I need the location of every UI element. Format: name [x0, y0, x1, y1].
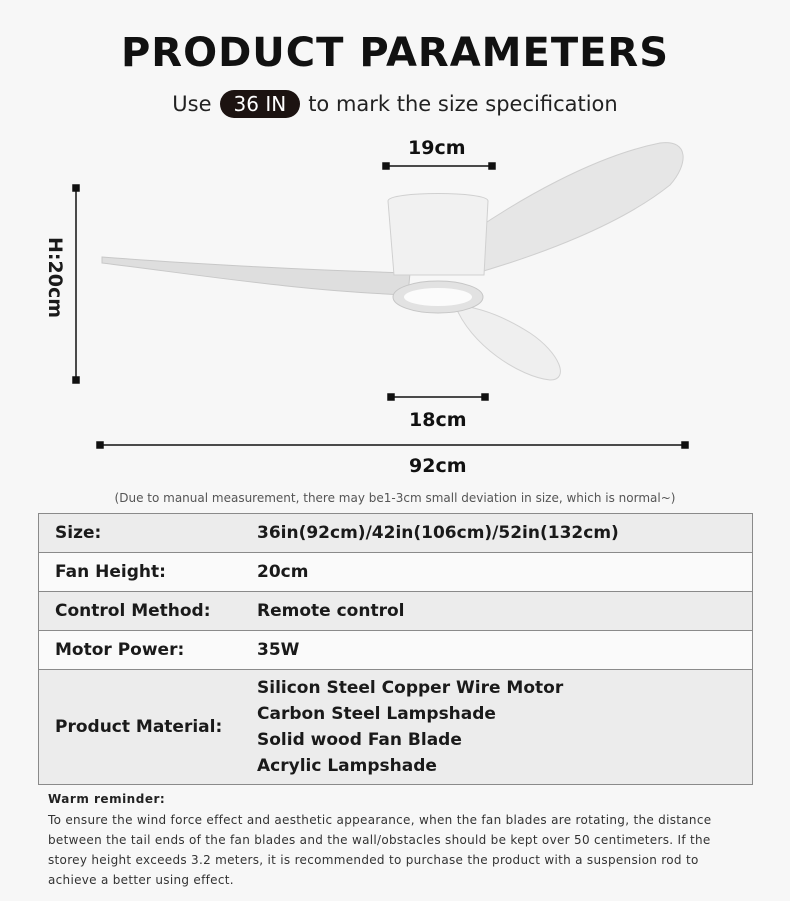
fan-dimension-diagram: [0, 125, 790, 485]
subtitle: [0, 90, 790, 118]
param-value: [241, 670, 753, 785]
bottom-width-label: 18cm: [409, 409, 467, 431]
subtitle-prefix: Use: [172, 92, 212, 116]
height-label: H:20cm: [44, 237, 66, 319]
span-label: 92cm: [409, 455, 467, 477]
param-label: Size:: [39, 514, 242, 553]
fan-illustration: [0, 125, 790, 485]
material-item: Silicon Steel Copper Wire Motor: [257, 678, 564, 698]
param-value: Remote control: [241, 592, 753, 631]
subtitle-suffix: to mark the size specification: [308, 92, 618, 116]
table-row: [39, 631, 753, 670]
table-row: [39, 592, 753, 631]
material-item: Solid wood Fan Blade: [257, 730, 462, 750]
param-label: Product Material:: [39, 670, 242, 785]
param-label: Fan Height:: [39, 553, 242, 592]
size-badge: 36 IN: [220, 90, 301, 118]
measurement-note: (Due to manual measurement, there may be1-3cm small deviation in size, which is normal~): [114, 491, 676, 505]
table-row: [39, 670, 753, 785]
param-value: 36in(92cm)/42in(106cm)/52in(132cm): [241, 514, 753, 553]
page-title: PRODUCT PARAMETERS: [120, 30, 670, 76]
table-row: [39, 514, 753, 553]
param-label: Motor Power:: [39, 631, 242, 670]
warm-reminder-title: Warm reminder:: [48, 792, 166, 806]
parameters-table: [38, 513, 753, 785]
warm-reminder-text: To ensure the wind force effect and aesthetic appearance, when the fan blades are rotating, the distance between the tail ends of the fan blades and the wall/obstacles should be kept over 50 centimeters. If the storey height exceeds 3.2 meters, it is recommended to purchase the product with a suspension rod to achieve a better using effect.: [48, 813, 712, 887]
material-item: Carbon Steel Lampshade: [257, 704, 496, 724]
top-width-label: 19cm: [408, 137, 466, 159]
param-value: 35W: [241, 631, 753, 670]
param-label: Control Method:: [39, 592, 242, 631]
param-value: 20cm: [241, 553, 753, 592]
material-item: Acrylic Lampshade: [257, 756, 437, 776]
table-row: [39, 553, 753, 592]
